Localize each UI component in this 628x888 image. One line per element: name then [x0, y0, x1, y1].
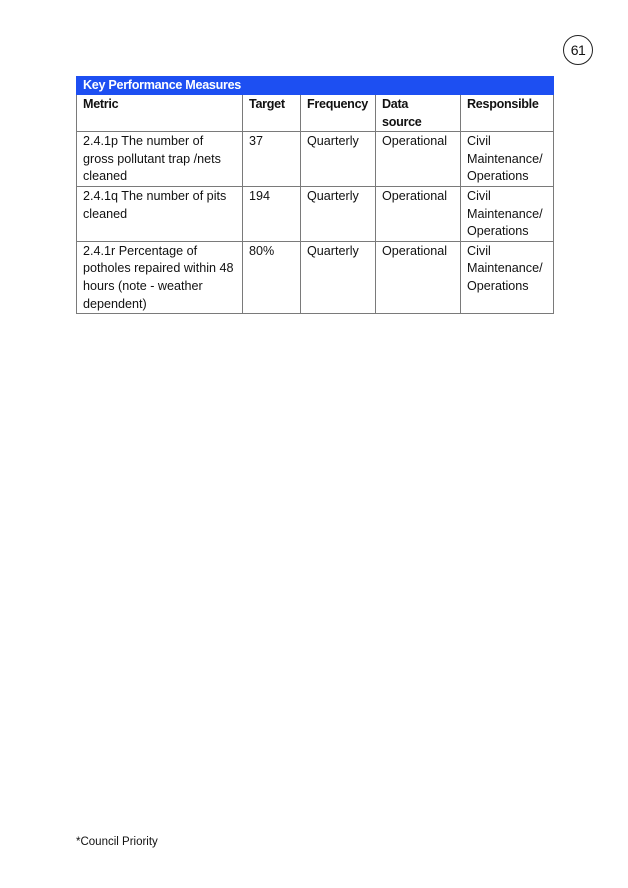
cell-data-source: Operational [376, 241, 461, 313]
table-row [77, 186, 554, 241]
column-header-data-source-line2: source [382, 114, 422, 129]
cell-metric: 2.4.1r Percentage of potholes repaired within 48 hours (note - weather dependent) [77, 241, 243, 313]
column-header-frequency: Frequency [301, 95, 376, 132]
cell-responsible: Civil Maintenance/ Operations [461, 186, 554, 241]
cell-target: 80% [243, 241, 301, 313]
cell-metric: 2.4.1q The number of pits cleaned [77, 186, 243, 241]
cell-frequency: Quarterly [301, 132, 376, 187]
column-header-responsible: Responsible [461, 95, 554, 132]
table-header-row [77, 95, 554, 132]
cell-target: 37 [243, 132, 301, 187]
column-header-data-source [376, 95, 461, 132]
column-header-target: Target [243, 95, 301, 132]
table-title-row [77, 77, 554, 95]
cell-target: 194 [243, 186, 301, 241]
cell-data-source: Operational [376, 132, 461, 187]
cell-frequency: Quarterly [301, 241, 376, 313]
table-row [77, 132, 554, 187]
cell-frequency: Quarterly [301, 186, 376, 241]
column-header-data-source-line1: Data [382, 97, 409, 111]
table-row [77, 241, 554, 313]
key-performance-measures-table [76, 76, 554, 314]
cell-responsible: Civil Maintenance/ Operations [461, 132, 554, 187]
cell-data-source: Operational [376, 186, 461, 241]
cell-metric: 2.4.1p The number of gross pollutant trap /nets cleaned [77, 132, 243, 187]
table-title: Key Performance Measures [77, 77, 554, 95]
cell-responsible: Civil Maintenance/ Operations [461, 241, 554, 313]
footnote: *Council Priority [76, 836, 158, 848]
column-header-metric: Metric [77, 95, 243, 132]
page-number: 61 [563, 35, 593, 65]
